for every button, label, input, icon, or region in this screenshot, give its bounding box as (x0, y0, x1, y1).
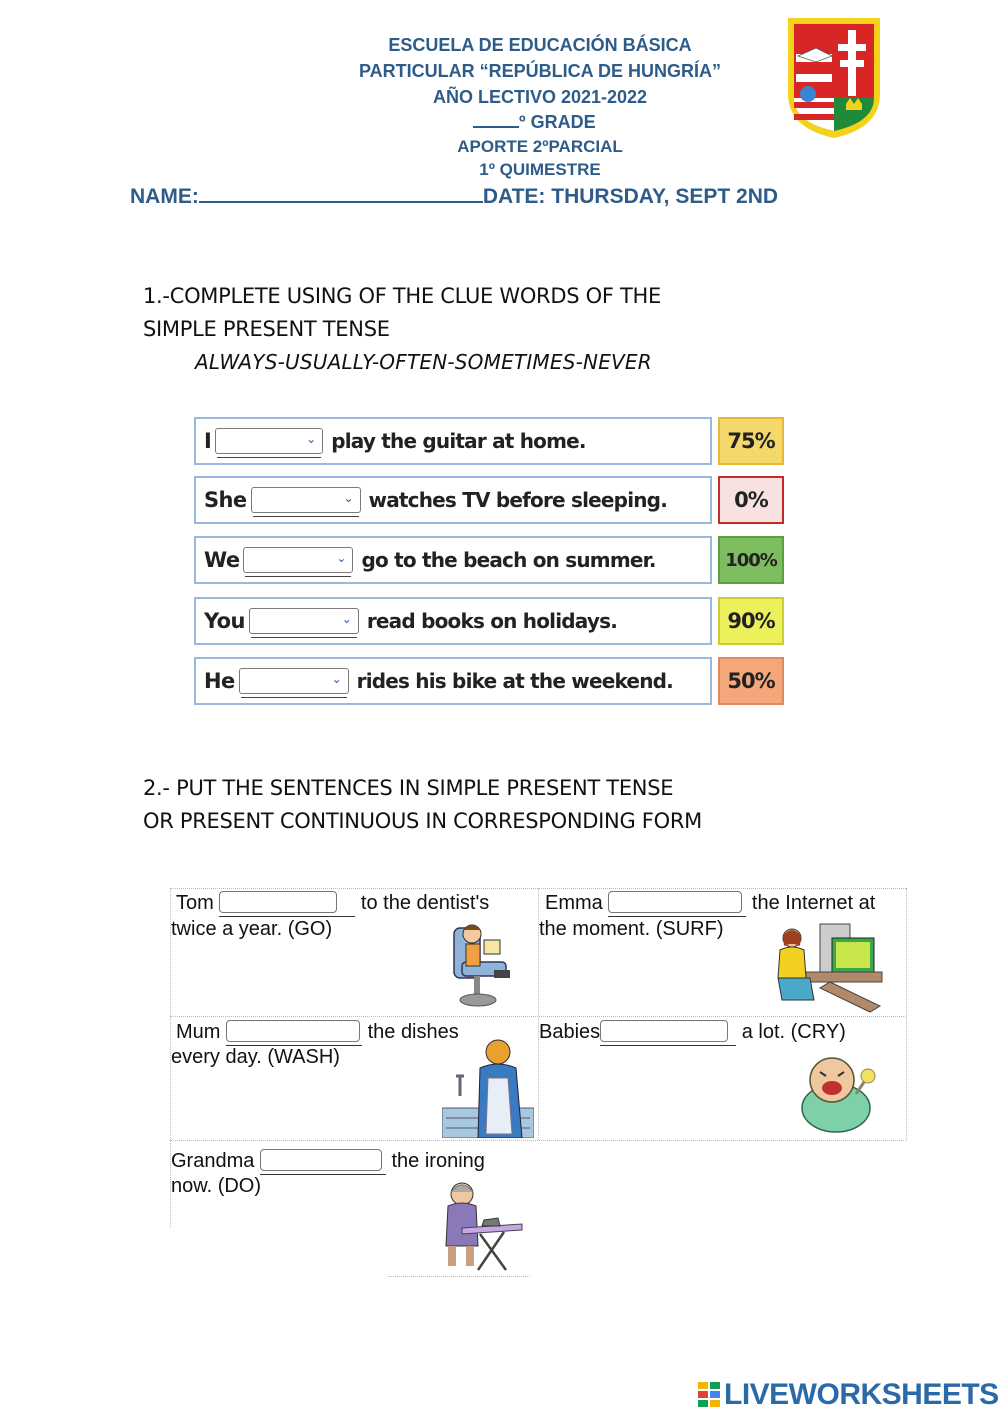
answer-input[interactable] (608, 891, 742, 913)
answer-input[interactable] (260, 1149, 382, 1171)
row-sentence: read books on holidays. (366, 609, 617, 633)
row-sentence: go to the beach on summer. (361, 548, 656, 572)
item-subject: Tom (176, 892, 214, 914)
exercise1-instruction-line2: SIMPLE PRESENT TENSE (143, 317, 390, 341)
row-subject: You (204, 609, 245, 633)
exercise2-item (539, 1020, 846, 1045)
chevron-down-icon: ⌄ (341, 612, 352, 626)
school-name-line1: ESCUELA DE EDUCACIÓN BÁSICA (388, 35, 692, 55)
frequency-dropdown[interactable] (243, 547, 353, 573)
item-subject: Grandma (171, 1150, 255, 1172)
answer-input[interactable] (600, 1020, 728, 1042)
chevron-down-icon: ⌄ (331, 672, 342, 686)
answer-slot (608, 891, 746, 915)
item-after: the dishes (367, 1021, 459, 1043)
item-after: the Internet at (751, 892, 876, 914)
exercise2-instruction-line2: OR PRESENT CONTINUOUS IN CORRESPONDING FORM (143, 809, 702, 833)
item-subject: Emma (545, 892, 603, 914)
percent-badge: 75% (718, 417, 784, 465)
name-date-line (130, 183, 778, 209)
exercise2-item (176, 891, 489, 916)
exercise2-item (545, 891, 875, 916)
percent-badge: 0% (718, 476, 784, 524)
exercise1-row (194, 417, 712, 465)
liveworksheets-logo-icon (698, 1382, 720, 1408)
chevron-down-icon: ⌄ (343, 491, 354, 505)
item-line2: twice a year. (GO) (171, 918, 333, 940)
row-subject: She (204, 488, 247, 512)
row-subject: We (204, 548, 240, 572)
answer-input[interactable] (219, 891, 337, 913)
frequency-dropdown[interactable] (251, 487, 361, 513)
item-line2: the moment. (SURF) (539, 918, 724, 940)
row-sentence: play the guitar at home. (331, 429, 586, 453)
grid-line (170, 1140, 906, 1141)
grade-line (473, 112, 673, 133)
answer-slot (260, 1149, 386, 1173)
row-subject: He (204, 669, 235, 693)
frequency-dropdown[interactable] (215, 428, 323, 454)
answer-slot (226, 1020, 362, 1044)
grid-line (170, 1016, 906, 1017)
school-year: AÑO LECTIVO 2021-2022 (432, 87, 648, 107)
answer-input[interactable] (226, 1020, 360, 1042)
percent-badge: 100% (718, 536, 784, 584)
grid-line (388, 1276, 530, 1277)
school-crest-icon (786, 16, 882, 140)
frequency-dropdown[interactable] (239, 668, 349, 694)
exercise1-row (194, 476, 712, 524)
liveworksheets-logo (698, 1378, 999, 1412)
computer-user-icon (770, 916, 886, 1014)
dentist-chair-icon (444, 918, 520, 1010)
name-field[interactable] (199, 183, 483, 203)
name-label: NAME: (130, 185, 199, 208)
washing-dishes-icon (442, 1038, 534, 1138)
exercise1-row (194, 597, 712, 645)
grade-blank[interactable] (473, 112, 519, 128)
answer-slot (600, 1020, 736, 1044)
row-sentence: watches TV before sleeping. (368, 488, 667, 512)
percent-badge: 90% (718, 597, 784, 645)
answer-slot (219, 891, 355, 915)
item-line2: every day. (WASH) (171, 1046, 340, 1068)
date-label: DATE: THURSDAY, SEPT 2ND (482, 185, 779, 208)
exercise2-item (176, 1020, 459, 1045)
liveworksheets-wordmark: LIVEWORKSHEETS (724, 1378, 999, 1411)
percent-badge: 50% (718, 657, 784, 705)
grid-line (906, 888, 907, 1140)
item-after: to the dentist's (360, 892, 490, 914)
row-subject: I (204, 429, 212, 453)
exercise1-row (194, 657, 712, 705)
exercise2-instruction-line1: 2.- PUT THE SENTENCES IN SIMPLE PRESENT TENSE (143, 776, 674, 800)
chevron-down-icon: ⌄ (336, 551, 347, 565)
item-after: a lot. (CRY) (741, 1021, 846, 1043)
item-subject: Babies (539, 1021, 601, 1043)
row-sentence: rides his bike at the weekend. (356, 669, 673, 693)
exercise1-instruction-line1: 1.-COMPLETE USING OF THE CLUE WORDS OF THE (143, 284, 661, 308)
school-name-line2: PARTICULAR “REPÚBLICA DE HUNGRÍA” (359, 61, 721, 81)
quimestre-line: 1º QUIMESTRE (479, 160, 601, 179)
clue-words: ALWAYS-USUALLY-OFTEN-SOMETIMES-NEVER (195, 350, 652, 374)
ironing-grandma-icon (432, 1180, 524, 1272)
grid-line (170, 888, 906, 889)
frequency-dropdown[interactable] (249, 608, 359, 634)
chevron-down-icon: ⌄ (306, 432, 317, 446)
grade-label: º GRADE (519, 112, 596, 132)
crying-baby-icon (796, 1046, 880, 1136)
aporte-line: APORTE 2ºPARCIAL (457, 137, 623, 156)
item-subject: Mum (176, 1021, 221, 1043)
exercise2-item (171, 1149, 485, 1174)
item-after: the ironing (391, 1150, 485, 1172)
item-line2: now. (DO) (171, 1175, 262, 1197)
exercise1-row (194, 536, 712, 584)
